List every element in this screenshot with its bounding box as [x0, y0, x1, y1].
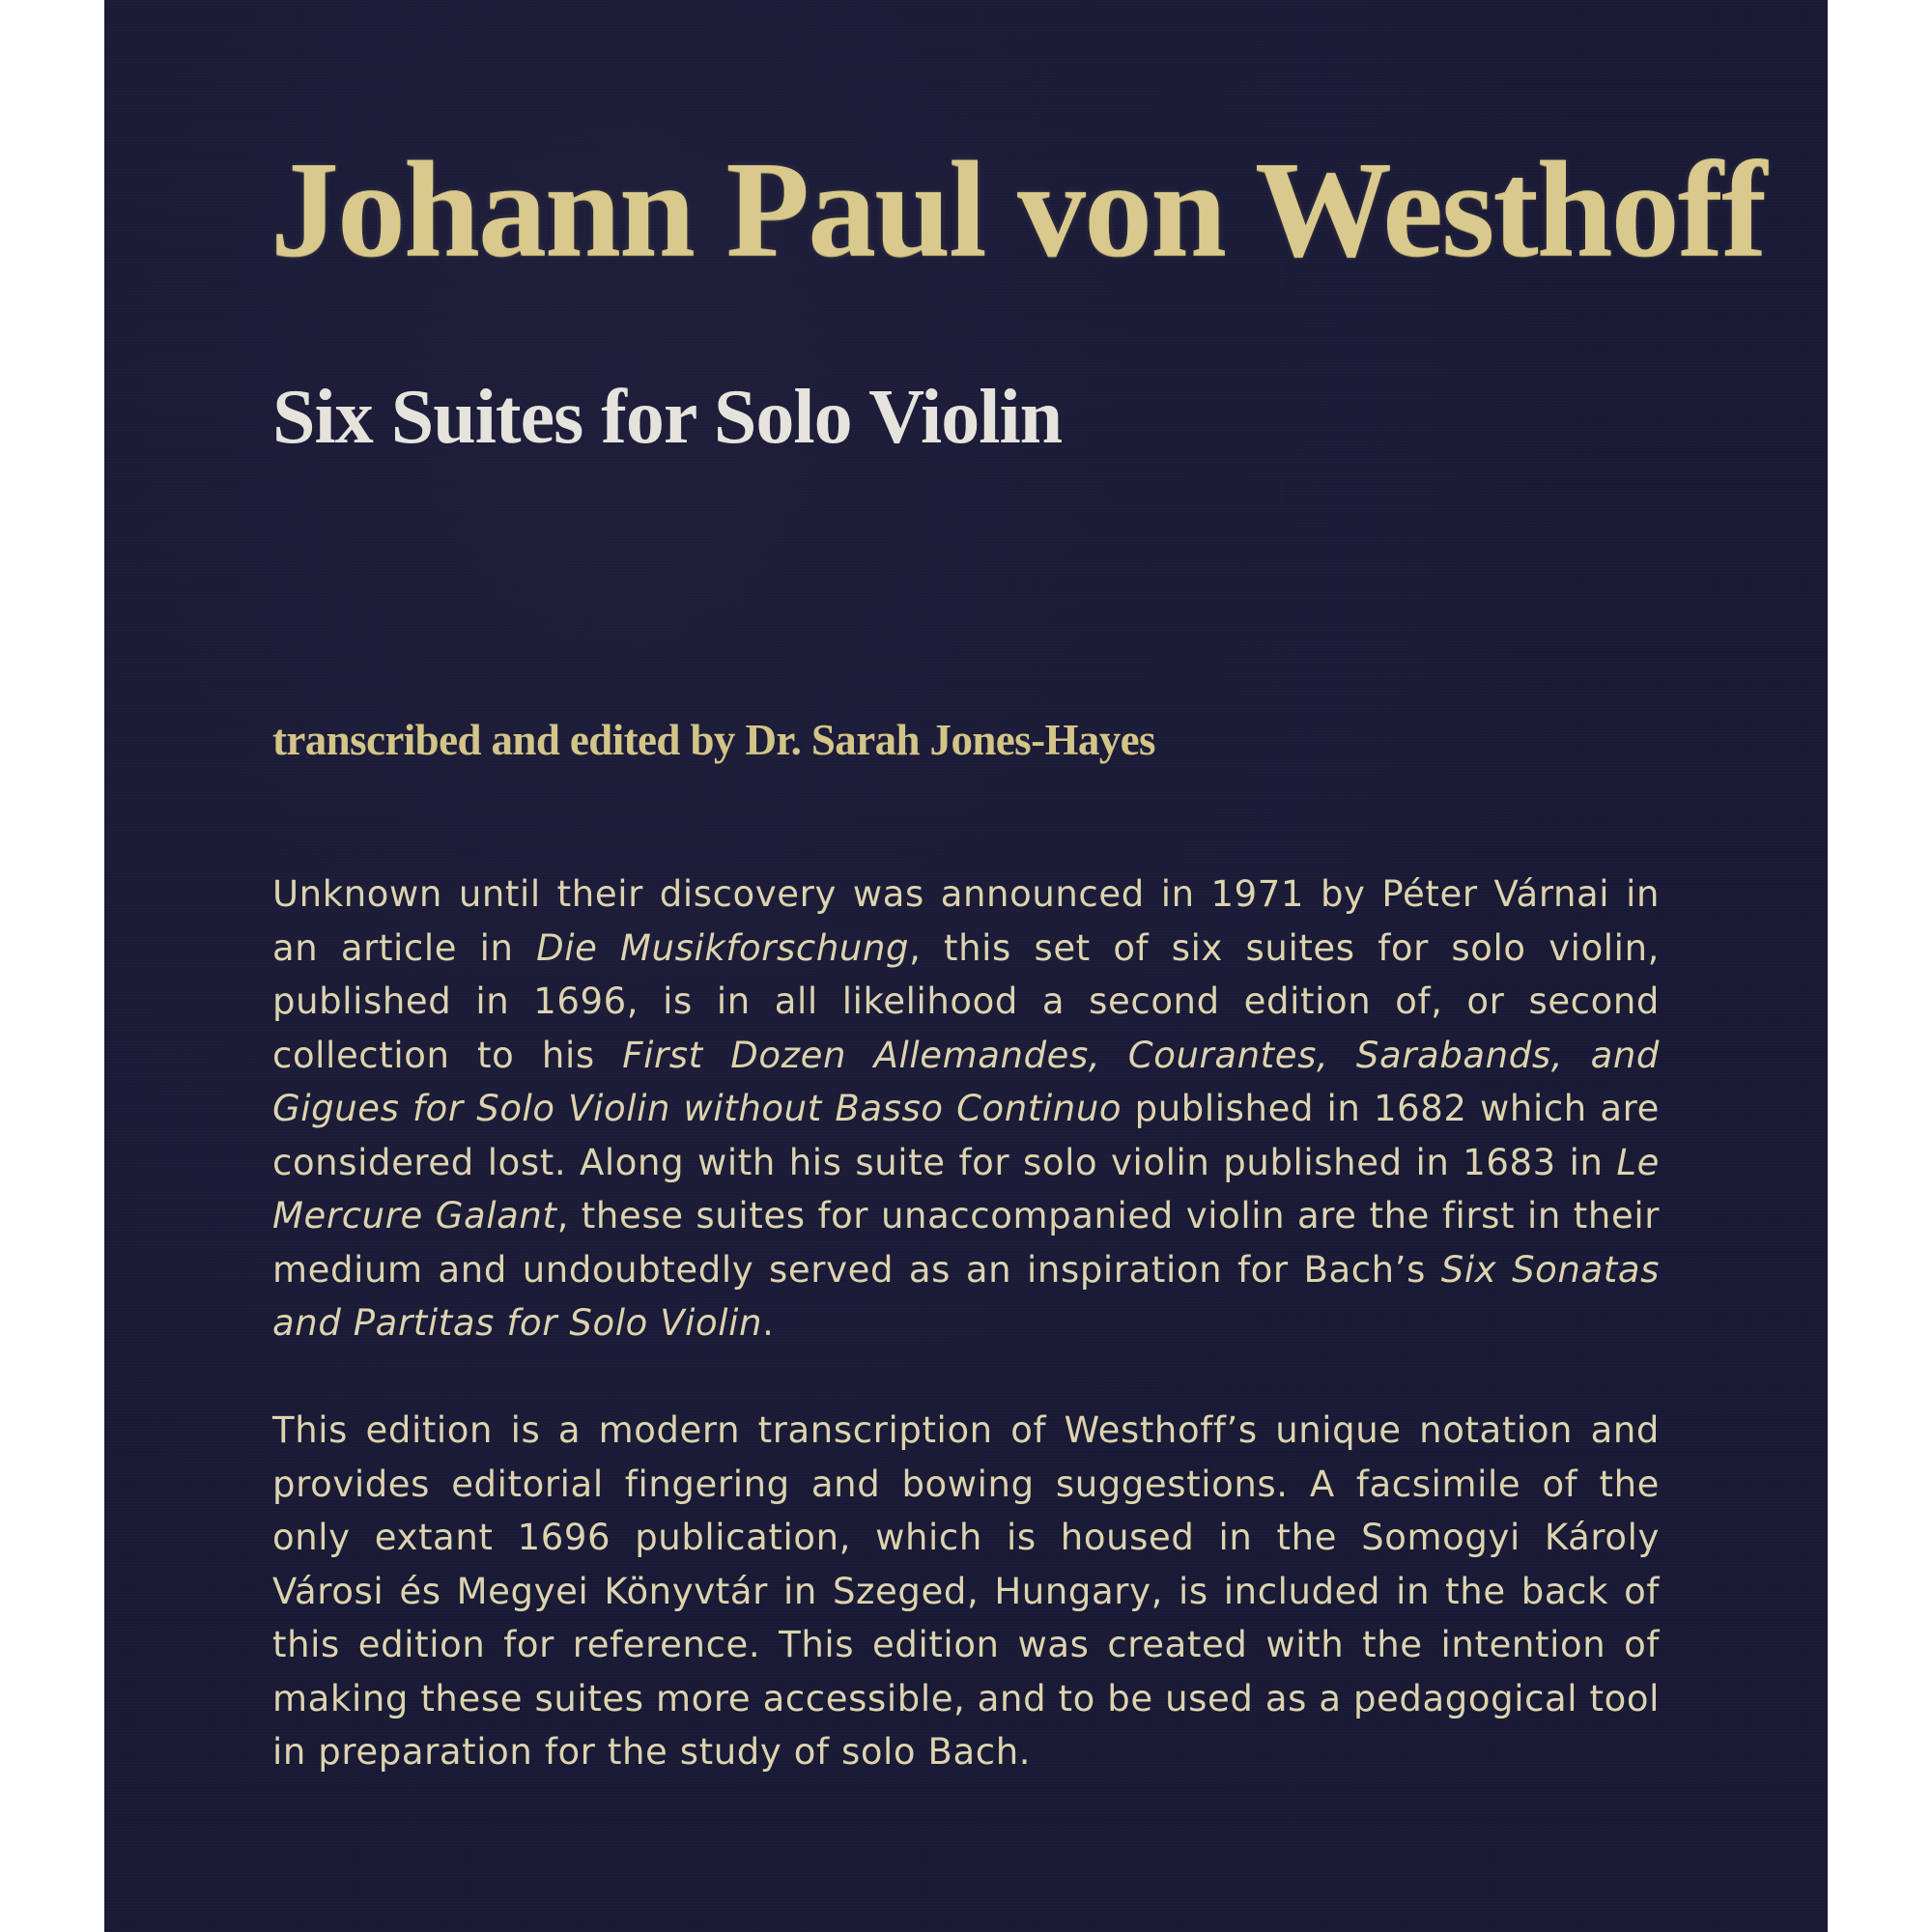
paragraph-segment: published in 1682 which are considered lost. Along with his suite for solo violin published in 1683 in [272, 1088, 1660, 1183]
book-cover [104, 0, 1828, 1932]
paragraph-segment: , this set of six suites for solo violin, published in 1696, is in all likelihood a second edition of, or second collection to his [272, 926, 1660, 1076]
description-paragraph-2: This edition is a modern transcription of Westhoff’s unique notation and provides editorial fingering and bowing suggestions. A facsimile of the only extant 1696 publication, which is housed in the Somogyi Károly Városi és Megyei Könyvtár in Szeged, Hungary, is included in the back of this edition for reference. This edition was created with the intention of making these suites more accessible, and to be used as a pedagogical tool in preparation for the study of solo Bach. [272, 1409, 1660, 1773]
description-paragraph-1 [272, 867, 1660, 1350]
paragraph-segment: . [762, 1302, 775, 1344]
work-title: Six Suites for Solo Violin [272, 375, 1063, 460]
composer-name: Johann Paul von Westhoff [270, 132, 1766, 285]
paragraph-segment: Unknown until their discovery was announced in 1971 by Péter Várnai in an article in [272, 873, 1660, 969]
editor-credit: transcribed and edited by Dr. Sarah Jones-Hayes [272, 716, 1155, 764]
paragraph-segment-italic: Die Musikforschung [536, 926, 910, 969]
paragraph-segment-italic: First Dozen Allemandes, Courantes, Sarabands, and Gigues for Solo Violin without Basso Continuo [272, 1034, 1660, 1129]
paragraph-segment-italic: Six Sonatas and Partitas for Solo Violin [272, 1248, 1660, 1344]
paragraph-segment-italic: Le Mercure Galant [272, 1141, 1660, 1236]
paragraph-segment: , these suites for unaccompanied violin are the first in their medium and undoubtedly served as an inspiration for Bach’s [272, 1195, 1661, 1291]
